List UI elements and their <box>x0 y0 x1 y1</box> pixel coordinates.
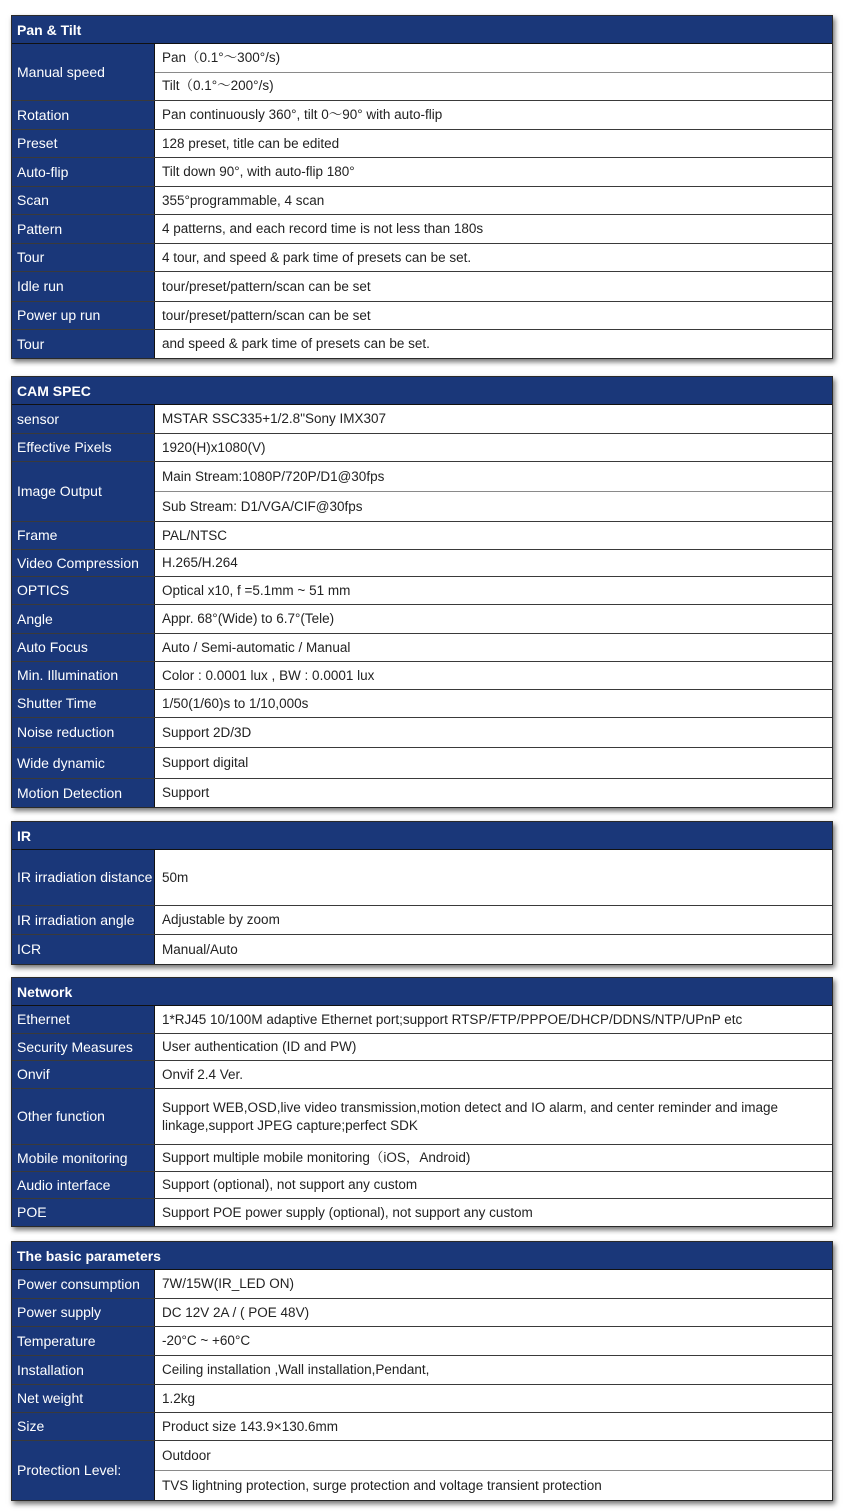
spec-values <box>155 1441 832 1500</box>
section-title: The basic parameters <box>12 1242 832 1270</box>
spec-values <box>155 522 832 549</box>
spec-value: Support <box>162 785 210 800</box>
spec-label: Net weight <box>12 1385 155 1412</box>
section-rows <box>12 1270 832 1500</box>
spec-values <box>155 577 832 604</box>
spec-row <box>12 778 832 807</box>
spec-label: Video Compression <box>12 550 155 576</box>
section-rows <box>12 44 832 358</box>
spec-row <box>12 1412 832 1440</box>
section-rows <box>12 1006 832 1226</box>
spec-values <box>155 1199 832 1226</box>
spec-label: IR irradiation angle <box>12 906 155 934</box>
spec-values <box>155 634 832 661</box>
section-title: Pan & Tilt <box>12 16 832 44</box>
spec-values <box>155 1327 832 1355</box>
spec-row <box>12 301 832 329</box>
spec-values <box>155 1270 832 1298</box>
spec-label: Effective Pixels <box>12 434 155 461</box>
spec-values <box>155 215 832 243</box>
spec-value: tour/preset/pattern/scan can be set <box>162 307 371 323</box>
section-network <box>11 977 833 1227</box>
spec-row <box>12 1440 832 1500</box>
spec-row <box>12 1144 832 1171</box>
spec-row <box>12 521 832 549</box>
spec-value: Manual/Auto <box>162 941 238 957</box>
section-the-basic-parameters <box>11 1241 833 1501</box>
spec-label: Preset <box>12 130 155 157</box>
spec-value: Onvif 2.4 Ver. <box>162 1066 244 1082</box>
spec-label: Motion Detection <box>12 779 155 807</box>
spec-value: Auto / Semi-automatic / Manual <box>162 639 351 655</box>
spec-values <box>155 187 832 214</box>
spec-value: 355°programmable, 4 scan <box>162 192 325 208</box>
spec-values <box>155 1356 832 1384</box>
spec-label: Frame <box>12 522 155 549</box>
section-title: CAM SPEC <box>12 377 832 405</box>
spec-label: Protection Level: <box>12 1441 155 1500</box>
spec-row <box>12 576 832 604</box>
spec-label: Onvif <box>12 1061 155 1088</box>
spec-value: Appr. 68°(Wide) to 6.7°(Tele) <box>162 611 335 626</box>
section-rows <box>12 850 832 964</box>
spec-row <box>12 689 832 717</box>
spec-label: OPTICS <box>12 577 155 604</box>
spec-values <box>155 405 832 433</box>
spec-value: Optical x10, f =5.1mm ~ 51 mm <box>162 582 351 598</box>
spec-label: Rotation <box>12 101 155 129</box>
spec-label: Ethernet <box>12 1006 155 1033</box>
spec-values <box>155 130 832 157</box>
spec-values <box>155 1089 832 1144</box>
spec-value: Support (optional), not support any custom <box>162 1177 418 1192</box>
spec-values <box>155 850 832 905</box>
section-rows <box>12 405 832 807</box>
spec-label: Other function <box>12 1089 155 1144</box>
spec-label: Mobile monitoring <box>12 1145 155 1171</box>
spec-value: tour/preset/pattern/scan can be set <box>162 278 371 294</box>
spec-label: Audio interface <box>12 1172 155 1198</box>
spec-value: -20°C ~ +60°C <box>162 1333 251 1348</box>
spec-value: 1/50(1/60)s to 1/10,000s <box>162 695 309 711</box>
spec-label: Shutter Time <box>12 690 155 717</box>
spec-label: Manual speed <box>12 44 155 100</box>
spec-label: sensor <box>12 405 155 433</box>
spec-row <box>12 1298 832 1326</box>
spec-row <box>12 186 832 214</box>
spec-value: Support multiple mobile monitoring（iOS，Android) <box>162 1150 471 1165</box>
spec-values <box>155 434 832 461</box>
spec-row <box>12 243 832 271</box>
spec-row <box>12 549 832 576</box>
spec-label: Noise reduction <box>12 718 155 747</box>
spec-values <box>155 1385 832 1412</box>
spec-row <box>12 934 832 964</box>
spec-label: Idle run <box>12 272 155 301</box>
spec-label: Auto-flip <box>12 158 155 186</box>
spec-row <box>12 1060 832 1088</box>
spec-label: Power supply <box>12 1299 155 1326</box>
spec-values <box>155 779 832 807</box>
spec-row <box>12 633 832 661</box>
spec-values <box>155 935 832 964</box>
spec-value: 4 tour, and speed & park time of presets can be set. <box>162 249 472 265</box>
spec-value: DC 12V 2A / ( POE 48V) <box>162 1304 310 1320</box>
section-pan-tilt <box>11 15 833 359</box>
spec-label: ICR <box>12 935 155 964</box>
spec-label: POE <box>12 1199 155 1226</box>
spec-value: 1*RJ45 10/100M adaptive Ethernet port;support RTSP/FTP/PPPOE/DHCP/DDNS/NTP/UPnP etc <box>162 1011 743 1027</box>
spec-value: TVS lightning protection, surge protection and voltage transient protection <box>155 1470 832 1500</box>
spec-row <box>12 461 832 521</box>
spec-label: Image Output <box>12 462 155 521</box>
spec-values <box>155 1034 832 1060</box>
spec-value: Support digital <box>162 755 249 770</box>
spec-value: Tilt（0.1°～200°/s) <box>155 72 832 101</box>
spec-value: Pan continuously 360°, tilt 0～90° with auto-flip <box>162 107 443 122</box>
spec-label: IR irradiation distance <box>12 850 155 905</box>
spec-label: Size <box>12 1413 155 1440</box>
spec-row <box>12 604 832 633</box>
section-cam-spec <box>11 376 833 808</box>
spec-values <box>155 1172 832 1198</box>
spec-label: Temperature <box>12 1327 155 1355</box>
spec-row <box>12 661 832 689</box>
spec-label: Tour <box>12 330 155 358</box>
spec-value: Product size 143.9×130.6mm <box>162 1418 338 1434</box>
spec-label: Security Measures <box>12 1034 155 1060</box>
spec-values <box>155 272 832 301</box>
spec-value: Support WEB,OSD,live video transmission,motion detect and IO alarm, and center reminder and image linkage,support JPEG capture;perfect SDK <box>162 1099 779 1133</box>
spec-values <box>155 244 832 271</box>
spec-value: H.265/H.264 <box>162 555 238 570</box>
spec-row <box>12 1088 832 1144</box>
spec-values <box>155 302 832 329</box>
spec-label: Min. Illumination <box>12 662 155 689</box>
spec-value: 128 preset, title can be edited <box>162 135 340 151</box>
spec-values <box>155 1006 832 1033</box>
spec-values <box>155 1299 832 1326</box>
spec-row <box>12 44 832 100</box>
spec-row <box>12 100 832 129</box>
spec-value: User authentication (ID and PW) <box>162 1039 357 1054</box>
spec-value: 7W/15W(IR_LED ON) <box>162 1276 295 1291</box>
section-ir <box>11 821 833 965</box>
spec-label: Power consumption <box>12 1270 155 1298</box>
spec-values <box>155 44 832 100</box>
spec-row <box>12 1355 832 1384</box>
spec-values <box>155 605 832 633</box>
spec-label: Scan <box>12 187 155 214</box>
spec-values <box>155 906 832 934</box>
spec-values <box>155 330 832 358</box>
spec-label: Installation <box>12 1356 155 1384</box>
spec-value: PAL/NTSC <box>162 527 228 543</box>
spec-values <box>155 1061 832 1088</box>
spec-value: Outdoor <box>162 1447 211 1463</box>
spec-label: Auto Focus <box>12 634 155 661</box>
spec-row <box>12 850 832 905</box>
spec-values <box>155 748 832 778</box>
spec-value: Sub Stream: D1/VGA/CIF@30fps <box>155 491 832 521</box>
spec-row <box>12 1270 832 1298</box>
spec-row <box>12 129 832 157</box>
spec-label: Wide dynamic <box>12 748 155 778</box>
spec-values <box>155 1413 832 1440</box>
spec-values <box>155 462 832 521</box>
spec-row <box>12 157 832 186</box>
spec-values <box>155 158 832 186</box>
spec-value: Color : 0.0001 lux , BW : 0.0001 lux <box>162 667 375 683</box>
spec-label: Power up run <box>12 302 155 329</box>
spec-value: Main Stream:1080P/720P/D1@30fps <box>162 468 385 484</box>
spec-row <box>12 747 832 778</box>
spec-label: Pattern <box>12 215 155 243</box>
spec-value: Support 2D/3D <box>162 724 252 740</box>
spec-value: Ceiling installation ,Wall installation,Pendant, <box>162 1362 430 1377</box>
spec-values <box>155 101 832 129</box>
spec-label: Tour <box>12 244 155 271</box>
spec-row <box>12 1033 832 1060</box>
spec-values <box>155 550 832 576</box>
spec-value: and speed & park time of presets can be set. <box>162 336 430 351</box>
spec-row <box>12 1171 832 1198</box>
section-title: Network <box>12 978 832 1006</box>
spec-row <box>12 405 832 433</box>
spec-row <box>12 1198 832 1226</box>
spec-row <box>12 717 832 747</box>
spec-label: Angle <box>12 605 155 633</box>
spec-row <box>12 1384 832 1412</box>
spec-value: Support POE power supply (optional), not support any custom <box>162 1204 533 1220</box>
spec-value: Pan（0.1°～300°/s) <box>162 49 281 65</box>
spec-row <box>12 271 832 301</box>
spec-row <box>12 905 832 934</box>
spec-value: Tilt down 90°, with auto-flip 180° <box>162 164 355 179</box>
spec-value: Adjustable by zoom <box>162 912 280 927</box>
spec-row <box>12 1006 832 1033</box>
spec-value: 50m <box>162 869 189 885</box>
spec-values <box>155 1145 832 1171</box>
spec-value: 1920(H)x1080(V) <box>162 439 266 455</box>
spec-value: MSTAR SSC335+1/2.8"Sony IMX307 <box>162 411 387 426</box>
spec-row <box>12 1326 832 1355</box>
spec-row <box>12 433 832 461</box>
spec-values <box>155 662 832 689</box>
spec-values <box>155 718 832 747</box>
spec-row <box>12 329 832 358</box>
spec-value: 1.2kg <box>162 1390 196 1406</box>
spec-value: 4 patterns, and each record time is not less than 180s <box>162 221 484 236</box>
spec-values <box>155 690 832 717</box>
spec-row <box>12 214 832 243</box>
section-title: IR <box>12 822 832 850</box>
